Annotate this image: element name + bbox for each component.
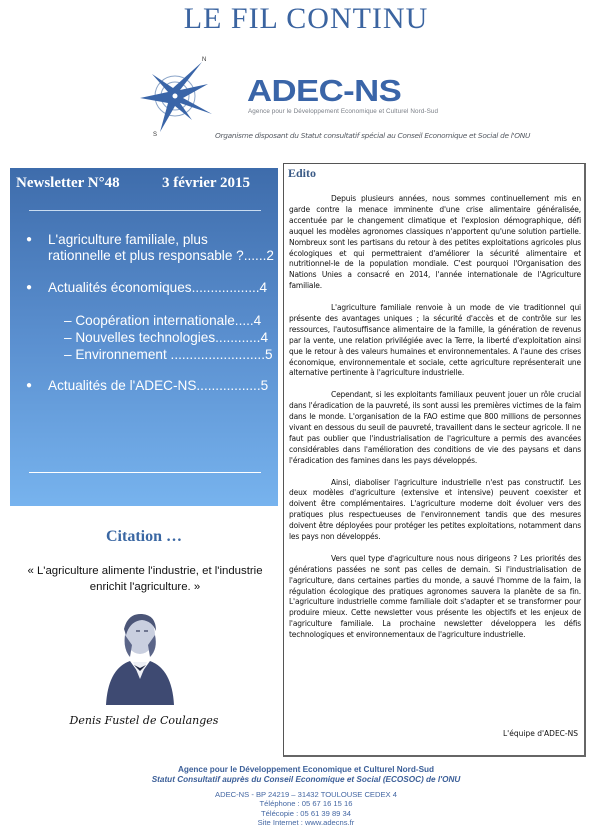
- compass-rose-logo-icon: [130, 54, 226, 138]
- footer-fax: Télécopie : 05 61 39 89 34: [261, 808, 351, 818]
- toc-item-line: – Coopération internationale.....4: [64, 313, 262, 328]
- citation-title: Citation …: [106, 528, 182, 545]
- author-portrait-image: [100, 605, 180, 705]
- newsletter-date: 3 février 2015: [162, 175, 251, 191]
- edito-paragraph: Depuis plusieurs années, nous sommes continuellement mis en garde contre la menace imminente d'une crise alimentaire généralisée, accentuée par le changement climatique et l'explosion démographique, défi auquel les modèles agronomes classiques n'apportent qu'une solution partielle. Nombreux sont les partisans du retour à des petites exploitations agricoles plus écologiques et qui permettraient d'améliorer la sécurité alimentaire et nutritionnel-le de la population mondiale. C'est pourquoi l'Organisation des Nations Unies a consacré en 2014, l'année internationale de l'Agriculture familiale.: [289, 194, 581, 291]
- compass-center: [173, 94, 178, 99]
- toc-subitem-technologies[interactable]: [64, 330, 280, 346]
- edito-title: Edito: [288, 166, 317, 180]
- footer-status: Statut Consultatif auprès du Conseil Economique et Social (ECOSOC) de l'ONU: [151, 775, 461, 784]
- edito-paragraph: Cependant, si les exploitants familiaux peuvent jouer un rôle crucial dans l'éradication de la pauvreté, ils sont aussi les premières victimes de la faim dans le monde. L'organisation de la FAO estime que 800 millions de personnes vivant en dessous du seuil de pauvreté, travaillent dans le secteur agricole. Il ne faut pas oublier que l'industrialisation de l'agriculture a permis des avancées considérables dans l'amélioration des conditions de vie des paysans et dans l'éradication des famines dans les pays développés.: [289, 390, 581, 465]
- footer: [0, 765, 612, 828]
- bullet-icon: ●: [26, 380, 33, 391]
- footer-website[interactable]: Site Internet : www.adecns.fr: [257, 818, 355, 828]
- toc-subitem-cooperation[interactable]: [64, 313, 280, 329]
- bullet-icon: ●: [26, 234, 33, 245]
- toc-item-actualites-economiques[interactable]: [26, 280, 280, 296]
- footer-agency-name: Agence pour le Développement Economique et Culturel Nord-Sud: [177, 765, 435, 774]
- footer-address: ADEC-NS - BP 24219 – 31432 TOULOUSE CEDEX 4: [215, 790, 397, 799]
- toc-item-line: – Environnement .........................5: [64, 347, 273, 362]
- logo-subtitle: Agence pour le Développement Economique et Culturel Nord-Sud: [248, 108, 439, 115]
- edito-paragraph: Ainsi, diaboliser l'agriculture industrielle n'est pas constructif. Les deux modèles d'agriculture (extensive et intensive) peuvent coexister et doivent être complémentaires. L'agriculture moderne doit évoluer vers des pratiques plus respectueuses de l'environnement tandis que des mesures doivent être déployées pour protéger les petites exploitations, notamment dans les pays non développés.: [289, 477, 581, 542]
- edito-signature: L'équipe d'ADEC-NS: [503, 729, 578, 738]
- citation-author-signature: Denis Fustel de Coulanges: [69, 714, 219, 727]
- newsletter-summary-panel: [10, 168, 278, 506]
- toc-item-line: – Nouvelles technologies............4: [64, 330, 269, 345]
- toc-item-line: L'agriculture familiale, plus: [48, 232, 208, 247]
- citation-quote: « L'agriculture alimente l'industrie, et l'industrie enrichit l'agriculture. »: [27, 565, 263, 593]
- edito-box: [283, 163, 586, 757]
- compass-south-label: S: [153, 132, 158, 138]
- toc-item-agriculture-familiale[interactable]: [26, 232, 280, 264]
- edito-paragraph: L'agriculture familiale renvoie à un mode de vie traditionnel qui présente des avantages uniques ; la sécurité d'accès et de contrôle sur les ressources, l'autosuffisance alimentaire de la famille, la génération de revenus par la vente, une relation privilégiée avec la Terre, la liberté d'exploitation ainsi que le retour à des valeurs humaines et environnementales. A l'aune des crises économique, environnementale et sociale, cette agriculture représenterait une alternative pertinente à l'agriculture industrielle.: [289, 303, 581, 378]
- footer-phone: Téléphone : 05 67 16 15 16: [259, 799, 353, 809]
- bullet-icon: ●: [26, 282, 33, 293]
- toc-item-actualites-adec[interactable]: [26, 378, 280, 394]
- newsletter-number: Newsletter N°48: [16, 175, 120, 191]
- toc-item-line: Actualités économiques..................4: [48, 280, 268, 295]
- toc-item-line: rationnelle et plus responsable ?......2: [48, 248, 274, 263]
- compass-north-label: N: [202, 57, 207, 63]
- toc-item-line: Actualités de l'ADEC-NS.................5: [48, 378, 269, 393]
- edito-body: [289, 194, 581, 652]
- masthead-title: LE FIL CONTINU: [183, 2, 429, 35]
- portrait-engraving: [106, 614, 174, 705]
- organization-status-line: Organisme disposant du Statut consultatif spécial au Conseil Economique et Social de l'ONU: [215, 131, 531, 140]
- toc-subitem-environnement[interactable]: [64, 347, 280, 363]
- edito-paragraph: Vers quel type d'agriculture nous nous dirigeons ? Les priorités des générations passées ne sont pas celles de demain. Si l'industrialisation de l'agriculture, dans certaines parties du monde, a sauvé l'homme de la faim, la régulation écologique des pratiques agronomes sauvera la planète de sa fin. L'agriculture industrielle comme familiale doit s'adapter et se transformer pour produire mieux. Cette newsletter vous présente les objectifs et les enjeux de l'agriculture familiale. La prochaine newsletter développera les défis technologiques et environnementaux de l'agriculture industrielle.: [289, 553, 581, 640]
- logo-wordmark: ADEC-NS: [247, 73, 402, 108]
- header-divider: [29, 210, 261, 211]
- panel-bottom-divider: [29, 472, 261, 473]
